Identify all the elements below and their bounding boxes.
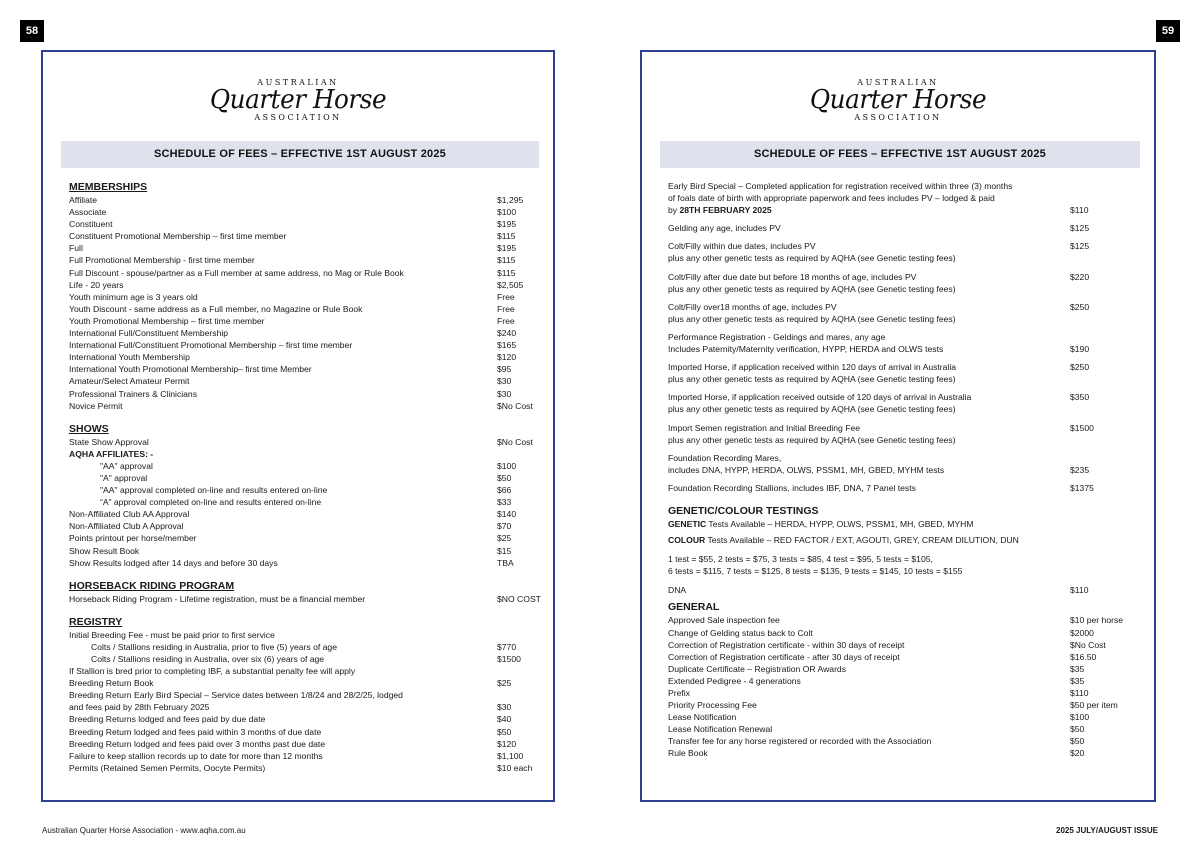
fee-value: $1,100	[497, 750, 524, 761]
fee-value: $66	[497, 485, 512, 496]
fee-block	[668, 355, 1140, 385]
registry-list	[69, 665, 545, 774]
fee-label: plus any other genetic tests as required by AQHA (see Genetic testing fees)	[668, 374, 956, 385]
fee-label: Rule Book	[668, 748, 708, 759]
fee-value	[1070, 283, 1140, 295]
fee-label: Colt/Filly within due dates, includes PV	[668, 241, 816, 252]
fee-label: Duplicate Certificate – Registration OR Awards	[668, 663, 847, 674]
fee-value: $30	[497, 376, 512, 387]
fee-label: Colts / Stallions residing in Australia, over six (6) years of age	[91, 654, 325, 664]
fee-label: Foundation Recording Stallions, includes IBF, DNA, 7 Panel tests	[668, 482, 916, 493]
fee-label: Affiliate	[69, 195, 98, 205]
fee-label: "A" approval	[100, 472, 148, 483]
fee-label: Amateur/Select Amateur Permit	[69, 376, 190, 387]
fee-label: International Full/Constituent Promotional Membership – first time member	[69, 340, 353, 351]
fee-label: Import Semen registration and Initial Breeding Fee	[668, 422, 861, 433]
fee-label: plus any other genetic tests as required by AQHA (see Genetic testing fees)	[668, 313, 956, 324]
fee-value	[1070, 331, 1140, 343]
list-item	[668, 391, 1140, 403]
fee-value: $1500	[1070, 422, 1094, 433]
aqha-logo	[43, 78, 553, 122]
fee-block	[668, 234, 1140, 264]
list-item: State Show Approval $No Cost	[69, 436, 533, 447]
list-item	[69, 726, 545, 738]
fee-value: $50	[1070, 724, 1085, 735]
list-item	[668, 301, 1140, 313]
fee-value: $1375	[1070, 482, 1094, 493]
fee-value: $15	[497, 545, 512, 556]
fee-label: Horseback Riding Program - Lifetime registration, must be a financial member	[69, 593, 366, 604]
fee-label: plus any other genetic tests as required by AQHA (see Genetic testing fees)	[668, 434, 956, 445]
fee-label: Extended Pedigree - 4 generations	[668, 675, 801, 686]
fee-value: $35	[1070, 675, 1085, 686]
list-item	[668, 240, 1140, 252]
fee-label: Breeding Return lodged and fees paid within 3 months of due date	[69, 726, 322, 737]
list-item	[69, 315, 545, 327]
fee-value: $50 per item	[1070, 700, 1118, 711]
list-item	[668, 627, 1140, 639]
list-item	[668, 482, 1140, 494]
fee-value: $10 per horse	[1070, 615, 1124, 626]
fee-value: $30	[497, 702, 512, 713]
fee-block	[668, 385, 1140, 415]
fee-value: $120	[497, 738, 517, 749]
fee-label: Constituent Promotional Membership – first time member	[69, 231, 287, 242]
genetic-tests-line: GENETIC Tests Available – HERDA, HYPP, OLWS, PSSM1, MH, GBED, MYHM	[668, 518, 974, 529]
list-item	[69, 327, 545, 339]
fee-label: Includes Paternity/Maternity verification, HYPP, HERDA and OLWS tests	[668, 344, 944, 355]
list-item	[69, 472, 545, 484]
fee-label: Correction of Registration certificate - after 30 days of receipt	[668, 651, 900, 662]
fee-block	[668, 325, 1140, 355]
fee-value	[1070, 434, 1140, 446]
list-item	[69, 388, 545, 400]
fee-label: Breeding Return Early Bird Special – Service dates between 1/8/24 and 28/2/25, lodged	[69, 690, 403, 701]
fee-label: Show Results lodged after 14 days and before 30 days	[69, 557, 278, 568]
list-item	[668, 735, 1140, 747]
fee-label: Lease Notification	[668, 712, 737, 723]
list-item	[668, 422, 1140, 434]
list-item	[69, 762, 545, 774]
fee-value: $20	[1070, 748, 1085, 759]
memberships-list	[69, 194, 545, 412]
fee-label: Failure to keep stallion records up to date for more than 12 months	[69, 750, 323, 761]
fee-value	[1070, 252, 1140, 264]
list-item	[69, 653, 545, 665]
list-item	[69, 242, 545, 254]
list-item	[69, 713, 545, 725]
footer-right: 2025 JULY/AUGUST ISSUE	[1056, 826, 1158, 835]
fee-value: $30	[497, 388, 512, 399]
list-item	[69, 254, 545, 266]
fee-label: Youth minimum age is 3 years old	[69, 291, 198, 302]
list-item	[69, 508, 545, 520]
fee-value: $220	[1070, 271, 1090, 282]
list-item	[668, 675, 1140, 687]
left-content	[69, 180, 545, 774]
logo-line-1: AUSTRALIAN	[857, 78, 939, 87]
fee-value: $25	[497, 678, 512, 689]
list-item	[69, 460, 545, 472]
fee-value: $235	[1070, 464, 1090, 475]
fee-label: and fees paid by 28th February 2025	[69, 702, 210, 713]
right-content	[668, 180, 1140, 760]
aqha-logo-right	[642, 78, 1154, 122]
list-item	[69, 267, 545, 279]
list-item	[668, 343, 1140, 355]
right-page-panel	[640, 50, 1156, 802]
list-item	[668, 663, 1140, 675]
list-item	[69, 738, 545, 750]
fee-value: $195	[497, 219, 517, 230]
list-item	[668, 747, 1140, 759]
list-item	[668, 252, 1140, 264]
fee-label: Non-Affiliated Club A Approval	[69, 521, 184, 532]
memberships-heading: MEMBERSHIPS	[69, 181, 148, 193]
fee-value: $100	[497, 207, 517, 218]
fee-label: Show Result Book	[69, 545, 140, 556]
shows-heading: SHOWS	[69, 422, 109, 435]
fee-value: $115	[497, 231, 516, 242]
registration-fee-blocks	[668, 216, 1140, 494]
fee-value: $50	[497, 726, 512, 737]
fee-value	[1070, 452, 1140, 464]
fee-label: Imported Horse, if application received outside of 120 days of arrival in Australia	[668, 392, 972, 403]
fee-label: “A” approval completed on-line and results entered on-line	[100, 497, 322, 508]
fee-label: Associate	[69, 207, 107, 218]
list-item	[69, 750, 545, 762]
list-item	[668, 687, 1140, 699]
general-heading: GENERAL	[668, 601, 720, 614]
list-item	[69, 218, 545, 230]
fee-value: $No Cost	[497, 400, 533, 411]
footer-left: Australian Quarter Horse Association - www.aqha.com.au	[42, 826, 246, 835]
fee-value	[1070, 403, 1140, 415]
fee-label: Breeding Return Book	[69, 678, 154, 689]
affiliates-subheading: AQHA AFFILIATES: -	[69, 448, 154, 459]
list-item	[69, 520, 545, 532]
fee-label: International Full/Constituent Membership	[69, 328, 229, 339]
fee-value: $1500	[497, 654, 521, 664]
fee-block	[668, 265, 1140, 295]
list-item	[668, 639, 1140, 651]
logo-line-2: Quarter Horse	[809, 85, 987, 115]
fee-value: $250	[1070, 362, 1090, 373]
fee-label: plus any other genetic tests as required by AQHA (see Genetic testing fees)	[668, 283, 956, 294]
fee-value: TBA	[497, 557, 514, 568]
list-item	[69, 557, 545, 569]
fee-value: $2000	[1070, 627, 1094, 638]
fee-label: Youth Discount - same address as a Full member, no Magazine or Rule Book	[69, 303, 363, 314]
fee-value: $120	[497, 352, 517, 363]
list-item	[69, 400, 545, 412]
fee-label: Priority Processing Fee	[668, 700, 757, 711]
fee-value: $1,295	[497, 195, 524, 205]
fee-value: $100	[497, 460, 517, 471]
list-item	[668, 464, 1140, 476]
list-item	[668, 699, 1140, 711]
fee-label: Transfer fee for any horse registered or recorded with the Association	[668, 736, 932, 747]
early-bird-block: Early Bird Special – Completed application for registration received within three (3) months of foals date of birth with appropriate paperwork and fees includes PV – lodged & paid by 28TH FEBRUARY 2025 $110	[668, 181, 1089, 216]
list-item	[668, 373, 1140, 385]
fee-value: $2,505	[497, 279, 524, 290]
list-item	[668, 283, 1140, 295]
fee-label: plus any other genetic tests as required by AQHA (see Genetic testing fees)	[668, 253, 956, 264]
horseback-heading: HORSEBACK RIDING PROGRAM	[69, 579, 235, 592]
list-item: Initial Breeding Fee - must be paid prior to first service	[69, 629, 275, 640]
registry-heading: REGISTRY	[69, 615, 123, 628]
logo-line-3: ASSOCIATION	[854, 113, 942, 122]
list-item	[69, 532, 545, 544]
fee-label: Permits (Retained Semen Permits, Oocyte Permits)	[69, 762, 266, 773]
list-item	[668, 331, 1140, 343]
fee-label: Prefix	[668, 688, 690, 698]
fee-label: Novice Permit	[69, 400, 123, 411]
fee-label: Full Promotional Membership - first time member	[69, 255, 255, 266]
general-list	[668, 614, 1140, 759]
dna-fee: DNA $110	[668, 585, 1089, 596]
list-item	[69, 291, 545, 303]
list-item	[668, 452, 1140, 464]
fee-label: International Youth Membership	[69, 352, 190, 363]
fee-label: Constituent	[69, 219, 113, 230]
fee-value: $95	[497, 364, 512, 375]
fee-label: Gelding any age, includes PV	[668, 223, 781, 234]
page-number-right: 59	[1156, 20, 1180, 42]
fee-value: $195	[497, 243, 517, 254]
list-item	[69, 375, 545, 387]
logo-line-2: Quarter Horse	[209, 85, 387, 115]
list-item	[668, 271, 1140, 283]
fee-label: Full	[69, 243, 83, 254]
fee-label: Breeding Return lodged and fees paid over 3 months past due date	[69, 738, 326, 749]
fee-value: $16.50	[1070, 651, 1097, 662]
fee-value	[1070, 373, 1140, 385]
fee-label: Life - 20 years	[69, 279, 124, 290]
list-item	[69, 641, 545, 653]
horseback-list	[69, 593, 545, 605]
fee-value: $125	[1070, 241, 1090, 252]
fee-label: Points printout per horse/member	[69, 533, 197, 544]
fee-value: $NO COST	[497, 593, 541, 604]
fee-label: Lease Notification Renewal	[668, 724, 773, 735]
list-item	[69, 230, 545, 242]
fee-label: Colt/Filly after due date but before 18 months of age, includes PV	[668, 271, 917, 282]
fee-value: $100	[1070, 712, 1090, 723]
list-item	[69, 484, 545, 496]
fee-value: Free	[497, 315, 515, 326]
list-item	[668, 222, 1140, 234]
list-item	[69, 363, 545, 375]
fee-value: $190	[1070, 344, 1090, 355]
fee-value: $770	[497, 641, 517, 652]
fee-value: $240	[497, 328, 517, 339]
fee-value: $50	[497, 472, 512, 483]
list-item	[668, 361, 1140, 373]
page-number-left: 58	[20, 20, 44, 42]
list-item	[668, 723, 1140, 735]
genetic-heading: GENETIC/COLOUR TESTINGS	[668, 504, 819, 517]
fee-value	[497, 665, 545, 677]
fee-label: International Youth Promotional Membership– first time Member	[69, 364, 312, 375]
list-item	[69, 689, 545, 701]
list-item	[69, 665, 545, 677]
fee-block	[668, 446, 1140, 476]
list-item	[668, 614, 1140, 626]
fee-label: includes DNA, HYPP, HERDA, OLWS, PSSM1, MH, GBED, MYHM tests	[668, 464, 945, 475]
fee-value: $70	[497, 521, 512, 532]
fee-value: $350	[1070, 392, 1090, 403]
list-item	[668, 651, 1140, 663]
fee-value: $No Cost	[1070, 639, 1106, 650]
list-item	[69, 206, 545, 218]
test-pricing-line-1: 1 test = $55, 2 tests = $75, 3 tests = $85, 4 test = $95, 5 tests = $105,	[668, 554, 933, 565]
fee-value	[1070, 313, 1140, 325]
fee-label: Professional Trainers & Clinicians	[69, 388, 198, 399]
fee-value: $165	[497, 340, 517, 351]
list-item	[668, 434, 1140, 446]
fee-value: $50	[1070, 736, 1085, 747]
fee-value: $33	[497, 497, 512, 508]
fee-label: Imported Horse, if application received within 120 days of arrival in Australia	[668, 362, 957, 373]
ibf-list	[69, 641, 545, 665]
fee-label: plus any other genetic tests as required by AQHA (see Genetic testing fees)	[668, 404, 956, 415]
shows-list	[69, 508, 545, 568]
list-item	[69, 496, 545, 508]
list-item	[69, 701, 545, 713]
list-item	[69, 351, 545, 363]
fee-label: Performance Registration - Geldings and mares, any age	[668, 331, 886, 342]
fee-value: $25	[497, 533, 512, 544]
list-item	[668, 711, 1140, 723]
fee-value: Free	[497, 291, 515, 302]
list-item	[69, 545, 545, 557]
logo-line-3: ASSOCIATION	[254, 113, 342, 122]
fee-block	[668, 476, 1140, 494]
fee-label: Approved Sale inspection fee	[668, 615, 780, 626]
fee-label: "AA" approval	[100, 460, 153, 471]
fee-label: Colts / Stallions residing in Australia, prior to five (5) years of age	[91, 641, 337, 652]
fee-block	[668, 416, 1140, 446]
fee-label: Correction of Registration certificate - within 30 days of receipt	[668, 639, 905, 650]
fee-value: $250	[1070, 301, 1090, 312]
list-item	[69, 339, 545, 351]
list-item	[668, 403, 1140, 415]
fee-label: Youth Promotional Membership – first time member	[69, 315, 265, 326]
fee-value: $140	[497, 509, 517, 520]
fee-value: $125	[1070, 223, 1090, 234]
test-pricing-line-2: 6 tests = $115, 7 tests = $125, 8 tests = $135, 9 tests = $145, 10 tests = $155	[668, 566, 963, 577]
schedule-title-right: SCHEDULE OF FEES – EFFECTIVE 1ST AUGUST 2025	[660, 141, 1140, 168]
fee-label: Full Discount - spouse/partner as a Full member at same address, no Mag or Rule Book	[69, 267, 404, 278]
list-item	[69, 677, 545, 689]
fee-value: $40	[497, 714, 512, 725]
fee-label: "AA" approval completed on-line and results entered on-line	[100, 485, 328, 496]
fee-label: Colt/Filly over18 months of age, includes PV	[668, 301, 837, 312]
fee-label: Breeding Returns lodged and fees paid by due date	[69, 714, 266, 725]
left-page-panel	[41, 50, 555, 802]
fee-block	[668, 295, 1140, 325]
fee-block	[668, 216, 1140, 234]
list-item	[668, 313, 1140, 325]
fee-label: Foundation Recording Mares,	[668, 452, 782, 463]
fee-value: Free	[497, 303, 515, 314]
list-item	[69, 303, 545, 315]
fee-label: Change of Gelding status back to Colt	[668, 627, 813, 638]
list-item	[69, 593, 545, 605]
fee-value: $115	[497, 255, 516, 266]
fee-value: $110	[1070, 688, 1089, 698]
schedule-title: SCHEDULE OF FEES – EFFECTIVE 1ST AUGUST 2025	[61, 141, 539, 168]
affiliate-list	[69, 460, 545, 508]
fee-label: Non-Affiliated Club AA Approval	[69, 509, 190, 520]
fee-value: $35	[1070, 663, 1085, 674]
list-item	[69, 279, 545, 291]
fee-value	[497, 689, 545, 701]
colour-tests-line: COLOUR Tests Available – RED FACTOR / EXT, AGOUTI, GREY, CREAM DILUTION, DUN	[668, 535, 1019, 546]
fee-label: If Stallion is bred prior to completing IBF, a substantial penalty fee will apply	[69, 666, 356, 677]
list-item	[69, 194, 545, 206]
fee-value: $115	[497, 267, 516, 278]
logo-line-1: AUSTRALIAN	[257, 78, 339, 87]
fee-value: $10 each	[497, 762, 533, 773]
